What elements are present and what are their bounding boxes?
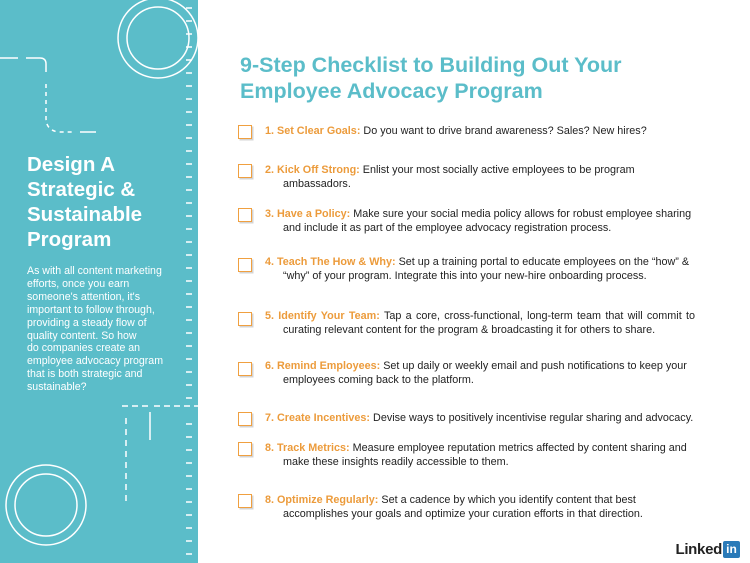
checklist-item-text [265, 494, 695, 521]
checklist-item-text [265, 360, 695, 387]
top-left-dashed-path-2 [46, 84, 74, 132]
checkbox-icon[interactable] [238, 362, 252, 376]
step-description: Measure employee reputation metrics affected by content sharing and [349, 442, 687, 454]
step-description-continued: make these insights readily accessible to them. [283, 455, 509, 468]
sidebar-paragraph-line: do companies create an [27, 342, 141, 355]
page-title-line: 9-Step Checklist to Building Out Your [240, 53, 622, 77]
checklist-item-text [265, 412, 695, 426]
sidebar-heading-line: Sustainable [27, 203, 143, 226]
step-label: 8. Optimize Regularly: [265, 494, 379, 506]
checklist-item-text [265, 208, 695, 235]
checklist-item-line1 [265, 412, 693, 424]
step-label: 4. Teach The How & Why: [265, 256, 396, 268]
step-description-continued: and include it as part of the employee advocacy registration process. [283, 221, 612, 234]
sidebar-paragraph-line: someone's attention, it's [27, 290, 140, 303]
checkbox-icon[interactable] [238, 125, 252, 139]
sidebar-paragraph-line: that is both strategic and [27, 368, 143, 381]
checklist-item-line1 [265, 494, 636, 506]
sidebar-panel [0, 0, 198, 563]
sidebar-paragraph [27, 265, 177, 394]
checkbox-icon[interactable] [238, 442, 252, 456]
sidebar-heading-line: Program [27, 228, 112, 251]
checkbox-icon[interactable] [238, 412, 252, 426]
step-label: 6. Remind Employees: [265, 360, 381, 372]
step-label: 8. Track Metrics: [265, 442, 350, 454]
sidebar-paragraph-line: As with all content marketing [27, 265, 162, 277]
step-description: Do you want to drive brand awareness? Sales? New hires? [360, 125, 647, 137]
step-description: Enlist your most socially active employees to be program [359, 164, 635, 176]
checkbox-icon[interactable] [238, 164, 252, 178]
sidebar-paragraph-line: quality content. So how [27, 329, 137, 342]
sidebar-paragraph-line: providing a steady flow of [27, 316, 147, 329]
step-label: 3. Have a Policy: [265, 208, 351, 220]
checkbox-icon[interactable] [238, 494, 252, 508]
step-description-continued: accomplishes your goals and optimize your curation efforts in that direction. [283, 507, 643, 520]
bottom-ring-outer [6, 465, 86, 545]
checklist-item-text [265, 125, 695, 139]
linkedin-logo-word: Linked [675, 540, 722, 558]
step-description: Devise ways to positively incentivise regular sharing and advocacy. [370, 412, 694, 424]
step-description: Make sure your social media policy allows for robust employee sharing [350, 208, 692, 220]
checkbox-icon[interactable] [238, 258, 252, 272]
sidebar-heading-line: Strategic & [27, 178, 136, 201]
step-description-continued: “why” of your program. Integrate this into your new-hire onboarding process. [283, 269, 647, 282]
sidebar-heading [27, 152, 187, 252]
step-description: Set a cadence by which you identify content that best [378, 494, 636, 506]
checklist-item-line1 [265, 256, 689, 268]
checklist-item-line1 [265, 164, 635, 176]
step-label: 1. Set Clear Goals: [265, 125, 361, 137]
sidebar-paragraph-line: employee advocacy program [27, 355, 164, 368]
page-title-line: Employee Advocacy Program [240, 79, 543, 103]
sidebar-paragraph-line: important to follow through, [27, 303, 155, 316]
checklist-item-line1 [265, 208, 691, 220]
step-description: Tap a core, cross-functional, long-term team that will commit to [379, 310, 695, 322]
checklist-item-text [265, 256, 695, 283]
step-description: Set up a training portal to educate employees on the “how” & [395, 256, 690, 268]
linkedin-logo [675, 540, 740, 558]
step-label: 5. Identify Your Team: [265, 310, 380, 322]
step-description-continued: curating relevant content for the program & broadcasting it for others to share. [283, 323, 656, 336]
linkedin-in-icon: in [723, 541, 740, 558]
bottom-ring-inner [15, 474, 77, 536]
top-ring-inner [127, 7, 189, 69]
checklist-item-text [265, 310, 695, 337]
checklist-item-line1 [265, 442, 687, 454]
checklist-item-line1 [265, 125, 647, 137]
step-label: 2. Kick Off Strong: [265, 164, 360, 176]
page-title [240, 52, 720, 104]
checklist-item-text [265, 442, 695, 469]
step-description-continued: ambassadors. [283, 177, 351, 190]
checklist-item-text [265, 164, 695, 191]
sidebar-paragraph-line: efforts, once you earn [27, 277, 130, 290]
step-description: Set up daily or weekly email and push notifications to keep your [380, 360, 687, 372]
top-left-dashed-path [0, 58, 46, 72]
checkbox-icon[interactable] [238, 208, 252, 222]
sidebar-heading-line: Design A [27, 153, 116, 176]
step-label: 7. Create Incentives: [265, 412, 371, 424]
top-ring-outer [118, 0, 198, 78]
checkbox-icon[interactable] [238, 312, 252, 326]
checklist-item-line1 [265, 310, 695, 324]
step-description-continued: employees coming back to the platform. [283, 373, 474, 386]
checklist-item-line1 [265, 360, 687, 372]
sidebar-paragraph-line: sustainable? [27, 381, 87, 394]
